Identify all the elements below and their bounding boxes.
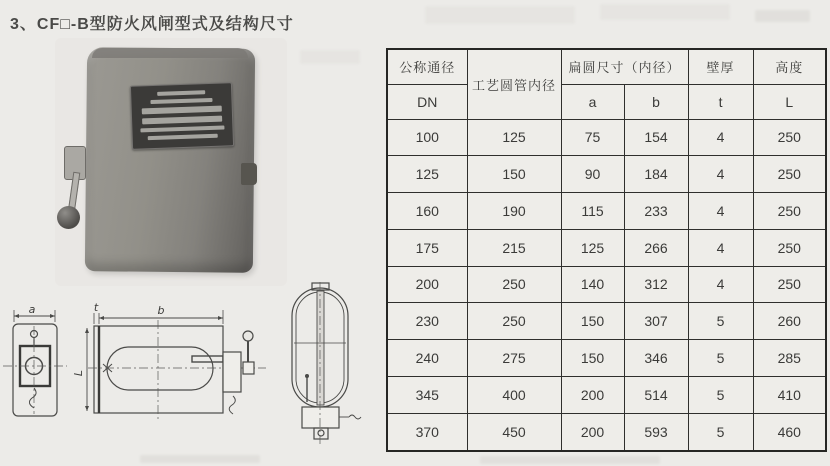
table-cell: 410	[753, 376, 826, 413]
dimension-drawings	[0, 280, 390, 466]
table-row	[387, 303, 826, 340]
table-cell: 233	[624, 193, 688, 230]
table-row	[387, 119, 826, 156]
dim-label-t: t	[93, 301, 99, 314]
nameplate-text-line	[142, 106, 222, 115]
table-cell: 4	[688, 229, 753, 266]
table-cell: 4	[688, 193, 753, 230]
header-a: a	[561, 84, 624, 119]
header-t: t	[688, 84, 753, 119]
nameplate-text-line	[148, 134, 218, 140]
scan-artifact	[755, 10, 810, 22]
scan-artifact	[480, 456, 660, 464]
table-cell: 150	[561, 340, 624, 377]
table-cell: 514	[624, 376, 688, 413]
header-l: L	[753, 84, 826, 119]
table-cell: 184	[624, 156, 688, 193]
table-cell: 5	[688, 376, 753, 413]
table-cell: 100	[387, 119, 467, 156]
table-cell: 285	[753, 340, 826, 377]
table-cell: 190	[467, 193, 561, 230]
nameplate-text-line	[142, 116, 222, 125]
table-cell: 200	[561, 413, 624, 451]
table-cell: 266	[624, 229, 688, 266]
table-cell: 4	[688, 156, 753, 193]
table-cell: 450	[467, 413, 561, 451]
nameplate	[130, 82, 234, 150]
table-row	[387, 413, 826, 451]
table-cell: 260	[753, 303, 826, 340]
table-cell: 400	[467, 376, 561, 413]
drawing-side-view	[3, 310, 67, 416]
table-cell: 215	[467, 229, 561, 266]
table-cell: 160	[387, 193, 467, 230]
table-cell: 4	[688, 266, 753, 303]
table-cell: 175	[387, 229, 467, 266]
header-height: 高度	[753, 49, 826, 84]
header-dn: DN	[387, 84, 467, 119]
header-b: b	[624, 84, 688, 119]
table-cell: 150	[561, 303, 624, 340]
table-cell: 345	[387, 376, 467, 413]
dim-label-L: L	[72, 369, 85, 377]
lever-knob	[57, 206, 80, 229]
table-cell: 5	[688, 340, 753, 377]
nameplate-text-line	[157, 90, 205, 96]
table-cell: 275	[467, 340, 561, 377]
table-cell: 370	[387, 413, 467, 451]
table-cell: 312	[624, 266, 688, 303]
scan-artifact	[600, 4, 730, 20]
table-cell: 115	[561, 193, 624, 230]
table-cell: 5	[688, 303, 753, 340]
table-cell: 250	[753, 119, 826, 156]
table-cell: 460	[753, 413, 826, 451]
table-cell: 240	[387, 340, 467, 377]
header-nominal-diameter: 公称通径	[387, 49, 467, 84]
scan-artifact	[300, 50, 360, 64]
table-row	[387, 193, 826, 230]
device-body	[85, 47, 255, 273]
spec-table-body	[387, 119, 826, 451]
device-top-edge	[92, 48, 248, 58]
header-wall-thickness: 壁厚	[688, 49, 753, 84]
dim-label-a: a	[28, 303, 36, 316]
table-cell: 4	[688, 119, 753, 156]
table-cell: 200	[561, 376, 624, 413]
table-cell: 90	[561, 156, 624, 193]
table-cell: 150	[467, 156, 561, 193]
table-cell: 307	[624, 303, 688, 340]
dim-label-b: b	[157, 304, 165, 317]
nameplate-text-line	[140, 126, 224, 133]
spec-table	[386, 48, 827, 452]
table-cell: 593	[624, 413, 688, 451]
table-cell: 250	[467, 303, 561, 340]
side-latch	[241, 163, 257, 185]
table-cell: 250	[753, 266, 826, 303]
table-cell: 125	[561, 229, 624, 266]
table-row	[387, 376, 826, 413]
table-cell: 154	[624, 119, 688, 156]
table-cell: 230	[387, 303, 467, 340]
header-pipe-inner-diameter: 工艺圆管内径	[467, 49, 561, 119]
header-oval-size-group: 扁圆尺寸（内径）	[561, 49, 688, 84]
table-cell: 250	[753, 193, 826, 230]
page-title: 3、CF□-B型防火风闸型式及结构尺寸	[10, 16, 294, 33]
scan-artifact	[425, 6, 575, 24]
table-cell: 250	[753, 229, 826, 266]
table-cell: 346	[624, 340, 688, 377]
table-cell: 125	[387, 156, 467, 193]
drawing-front-view	[85, 310, 266, 420]
table-row	[387, 229, 826, 266]
table-cell: 125	[467, 119, 561, 156]
drawing-end-view	[292, 282, 361, 446]
table-cell: 250	[753, 156, 826, 193]
table-cell: 200	[387, 266, 467, 303]
table-cell: 140	[561, 266, 624, 303]
table-cell: 75	[561, 119, 624, 156]
table-cell: 5	[688, 413, 753, 451]
table-cell: 250	[467, 266, 561, 303]
table-row	[387, 156, 826, 193]
nameplate-text-line	[150, 98, 212, 104]
table-row	[387, 266, 826, 303]
table-row	[387, 340, 826, 377]
